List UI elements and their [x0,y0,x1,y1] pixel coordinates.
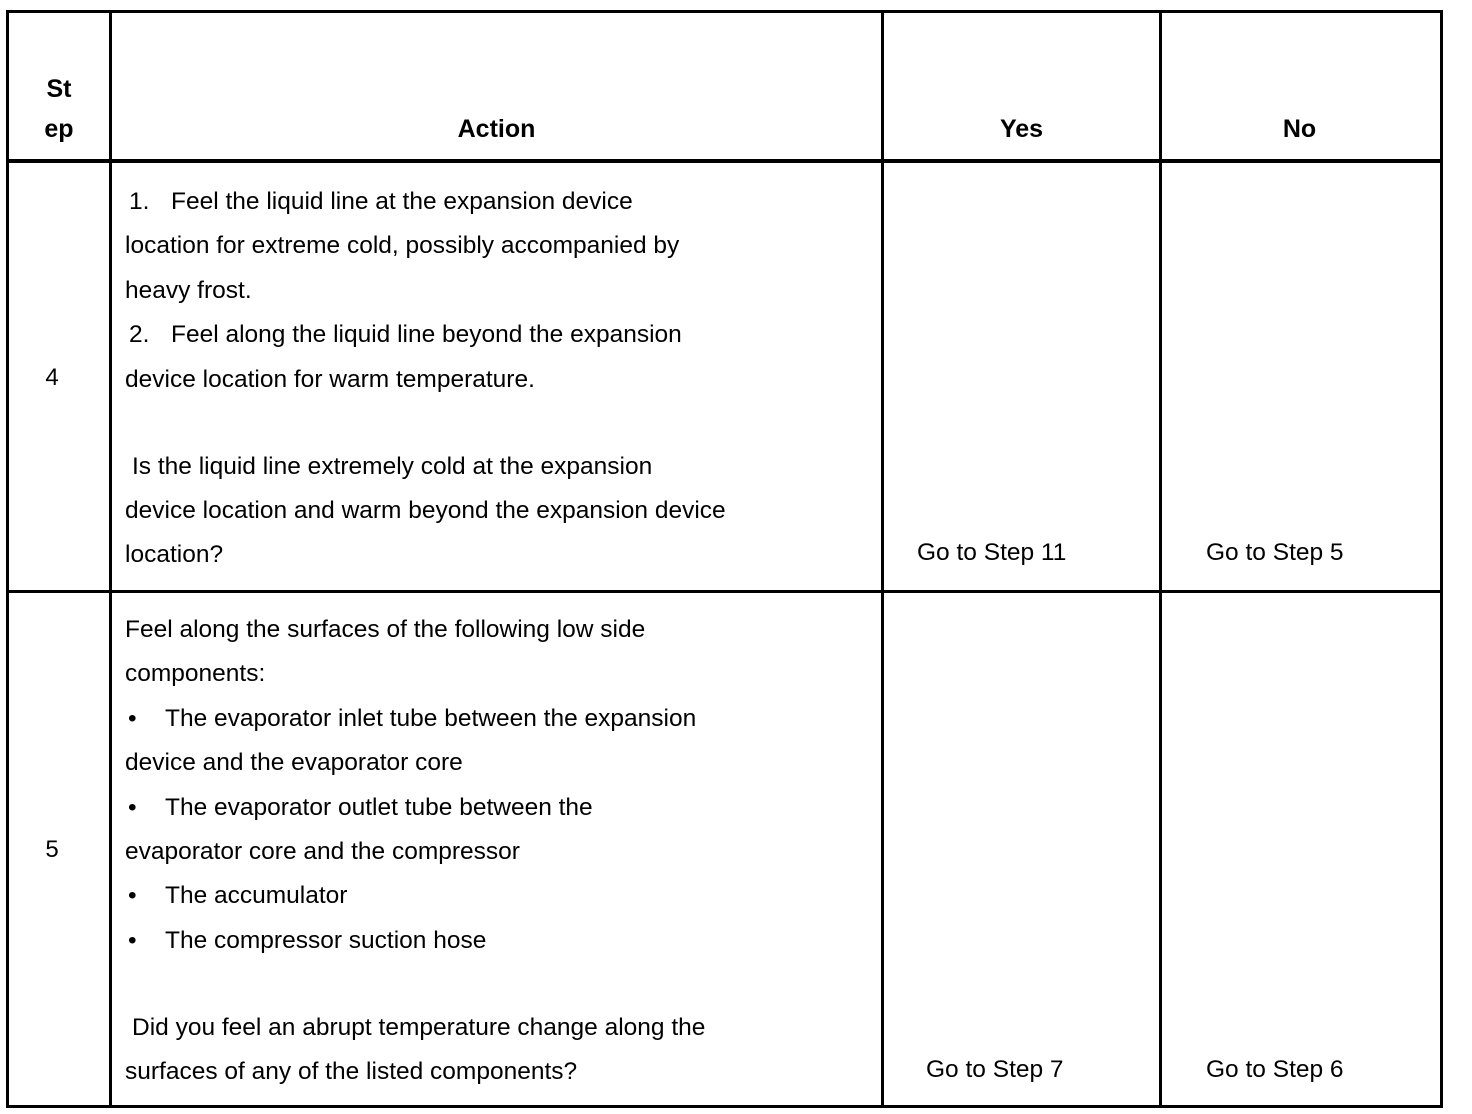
column-divider-step [109,13,112,1105]
yes-target: Go to Step 11 [917,539,1067,566]
row-divider [9,590,1440,593]
list-number: 1. [129,188,150,215]
diagnostic-table [6,10,1443,1108]
action-text: The accumulator [165,882,348,910]
header-step [9,69,109,149]
action-text: device location for warm temperature. [125,365,535,393]
header-yes: Yes [999,115,1044,143]
list-item [125,313,865,357]
header-divider [9,159,1440,163]
bullet-icon: • [128,926,137,954]
bullet-icon: • [128,793,137,821]
action-text: device and the evaporator core [125,749,463,777]
question-text: device location and warm beyond the expansion device [125,496,726,524]
action-text: The compressor suction hose [165,926,487,954]
no-target: Go to Step 6 [1206,1056,1344,1083]
action-text: evaporator core and the compressor [125,838,520,866]
question-text: location? [125,541,224,569]
header-step-line2: ep [44,115,74,143]
list-item [125,786,865,830]
column-divider-action [881,13,884,1105]
action-text: The evaporator outlet tube between the [165,793,593,821]
action-cell [125,180,865,578]
header-step-line1: St [46,75,72,103]
header-no: No [1282,115,1317,143]
action-text: heavy frost. [125,276,252,304]
action-text: location for extreme cold, possibly accompanied by [125,232,680,260]
step-number: 4 [45,364,59,391]
list-item [125,874,865,918]
question-text: Is the liquid line extremely cold at the expansion [132,452,653,480]
list-item [125,180,865,224]
list-item [125,697,865,741]
question-text: Did you feel an abrupt temperature change along the [132,1013,706,1041]
list-number: 2. [129,321,150,349]
action-text: Feel along the surfaces of the following low side [125,616,646,643]
question-text: surfaces of any of the listed components? [125,1058,578,1086]
bullet-icon: • [128,704,137,732]
no-target: Go to Step 5 [1206,539,1344,566]
header-action: Action [457,115,536,143]
bullet-icon: • [128,882,137,910]
yes-target: Go to Step 7 [926,1056,1064,1083]
action-text: Feel the liquid line at the expansion device [171,188,633,215]
action-text: Feel along the liquid line beyond the expansion [171,321,682,349]
action-text: components: [125,660,266,688]
action-text: The evaporator inlet tube between the expansion [165,704,697,732]
action-cell [125,608,865,1095]
list-item [125,919,865,963]
step-number: 5 [45,836,59,863]
column-divider-yes [1159,13,1162,1105]
